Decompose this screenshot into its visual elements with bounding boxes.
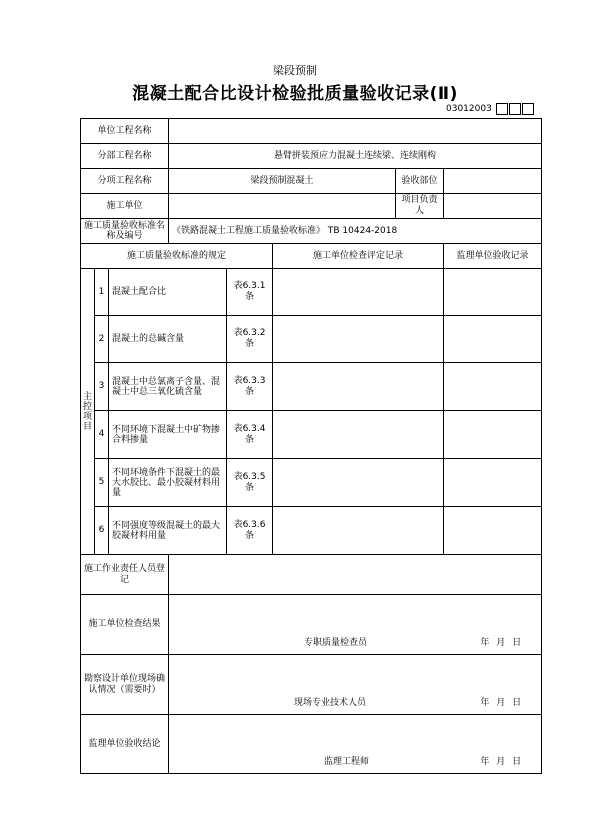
item-no: 1: [95, 269, 109, 316]
item-supervision-record[interactable]: [444, 459, 542, 507]
table-row: [81, 316, 542, 363]
code-box[interactable]: [522, 103, 534, 115]
construction-result-label: 施工单位检查结果: [81, 595, 169, 655]
standard-value[interactable]: 《铁路混凝土工程施工质量验收标准》 TB 10424-2018: [169, 219, 542, 244]
item-name: 不同环境条件下混凝土的最大水胶比、最小胶凝材料用量: [109, 459, 227, 507]
item-name: 混凝土的总碱含量: [109, 316, 227, 363]
division-value[interactable]: 悬臂拼装预应力混凝土连续梁、连续刚构: [169, 144, 542, 169]
supervision-conclusion-label: 监理单位验收结论: [81, 715, 169, 774]
column-header-construction-check: 施工单位检查评定记录: [273, 244, 444, 269]
design-unit-label: 勘察设计单位现场确认情况（需要时）: [81, 655, 169, 715]
item-supervision-record[interactable]: [444, 363, 542, 411]
form-code-text: 03012003: [446, 103, 492, 114]
division-label: 分部工程名称: [81, 144, 169, 169]
construction-unit-label: 施工单位: [81, 194, 169, 219]
table-row: [81, 459, 542, 507]
item-clause: 表6.3.3条: [227, 363, 273, 411]
main-control-label: 主控项目: [81, 269, 95, 555]
construction-unit-value[interactable]: [169, 194, 396, 219]
acceptance-part-value[interactable]: [444, 169, 542, 194]
workers-label: 施工作业责任人员登记: [81, 555, 169, 595]
item-construction-check[interactable]: [273, 411, 444, 459]
item-construction-check[interactable]: [273, 316, 444, 363]
table-row: [81, 269, 542, 316]
item-construction-check[interactable]: [273, 363, 444, 411]
table-row: [81, 363, 542, 411]
item-supervision-record[interactable]: [444, 507, 542, 555]
subitem-label: 分项工程名称: [81, 169, 169, 194]
item-supervision-record[interactable]: [444, 316, 542, 363]
item-no: 2: [95, 316, 109, 363]
item-construction-check[interactable]: [273, 507, 444, 555]
item-no: 5: [95, 459, 109, 507]
item-construction-check[interactable]: [273, 459, 444, 507]
item-no: 4: [95, 411, 109, 459]
supervision-conclusion-area[interactable]: [169, 715, 542, 774]
item-clause: 表6.3.5条: [227, 459, 273, 507]
item-no: 6: [95, 507, 109, 555]
quality-inspector-label: 专职质量检查员: [304, 638, 368, 648]
date-label: 年 月 日: [480, 638, 524, 648]
acceptance-part-label: 验收部位: [396, 169, 444, 194]
column-header-spec: 施工质量验收标准的规定: [81, 244, 273, 269]
column-header-supervision-record: 监理单位验收记录: [444, 244, 542, 269]
code-box[interactable]: [509, 103, 521, 115]
supervising-engineer-label: 监理工程师: [324, 757, 370, 767]
item-construction-check[interactable]: [273, 269, 444, 316]
item-clause: 表6.3.1条: [227, 269, 273, 316]
item-name: 混凝土中总氯离子含量、混凝土中总三氧化硫含量: [109, 363, 227, 411]
project-lead-value[interactable]: [444, 194, 542, 219]
construction-result-area[interactable]: [169, 595, 542, 655]
unit-project-value[interactable]: [169, 119, 542, 144]
item-name: 不同强度等级混凝土的最大胶凝材料用量: [109, 507, 227, 555]
code-box[interactable]: [496, 103, 508, 115]
item-clause: 表6.3.4条: [227, 411, 273, 459]
subitem-value[interactable]: 梁段预制混凝土: [169, 169, 396, 194]
date-label: 年 月 日: [480, 757, 524, 767]
design-unit-area[interactable]: [169, 655, 542, 715]
item-clause: 表6.3.6条: [227, 507, 273, 555]
table-row: [81, 411, 542, 459]
workers-value[interactable]: [169, 555, 542, 595]
item-name: 混凝土配合比: [109, 269, 227, 316]
table-row: [81, 507, 542, 555]
page-subtitle: 梁段预制: [273, 64, 317, 77]
item-supervision-record[interactable]: [444, 411, 542, 459]
item-supervision-record[interactable]: [444, 269, 542, 316]
date-label: 年 月 日: [480, 698, 524, 708]
acceptance-record-table: [80, 118, 542, 774]
item-no: 3: [95, 363, 109, 411]
standard-label: 施工质量验收标准名称及编号: [81, 219, 169, 244]
project-lead-label: 项目负责人: [396, 194, 444, 219]
tech-staff-label: 现场专业技术人员: [294, 698, 367, 708]
page-title: 混凝土配合比设计检验批质量验收记录(Ⅱ): [132, 84, 458, 104]
form-code: [446, 101, 534, 116]
unit-project-label: 单位工程名称: [81, 119, 169, 144]
item-name: 不同环境下混凝土中矿物掺合料掺量: [109, 411, 227, 459]
item-clause: 表6.3.2条: [227, 316, 273, 363]
